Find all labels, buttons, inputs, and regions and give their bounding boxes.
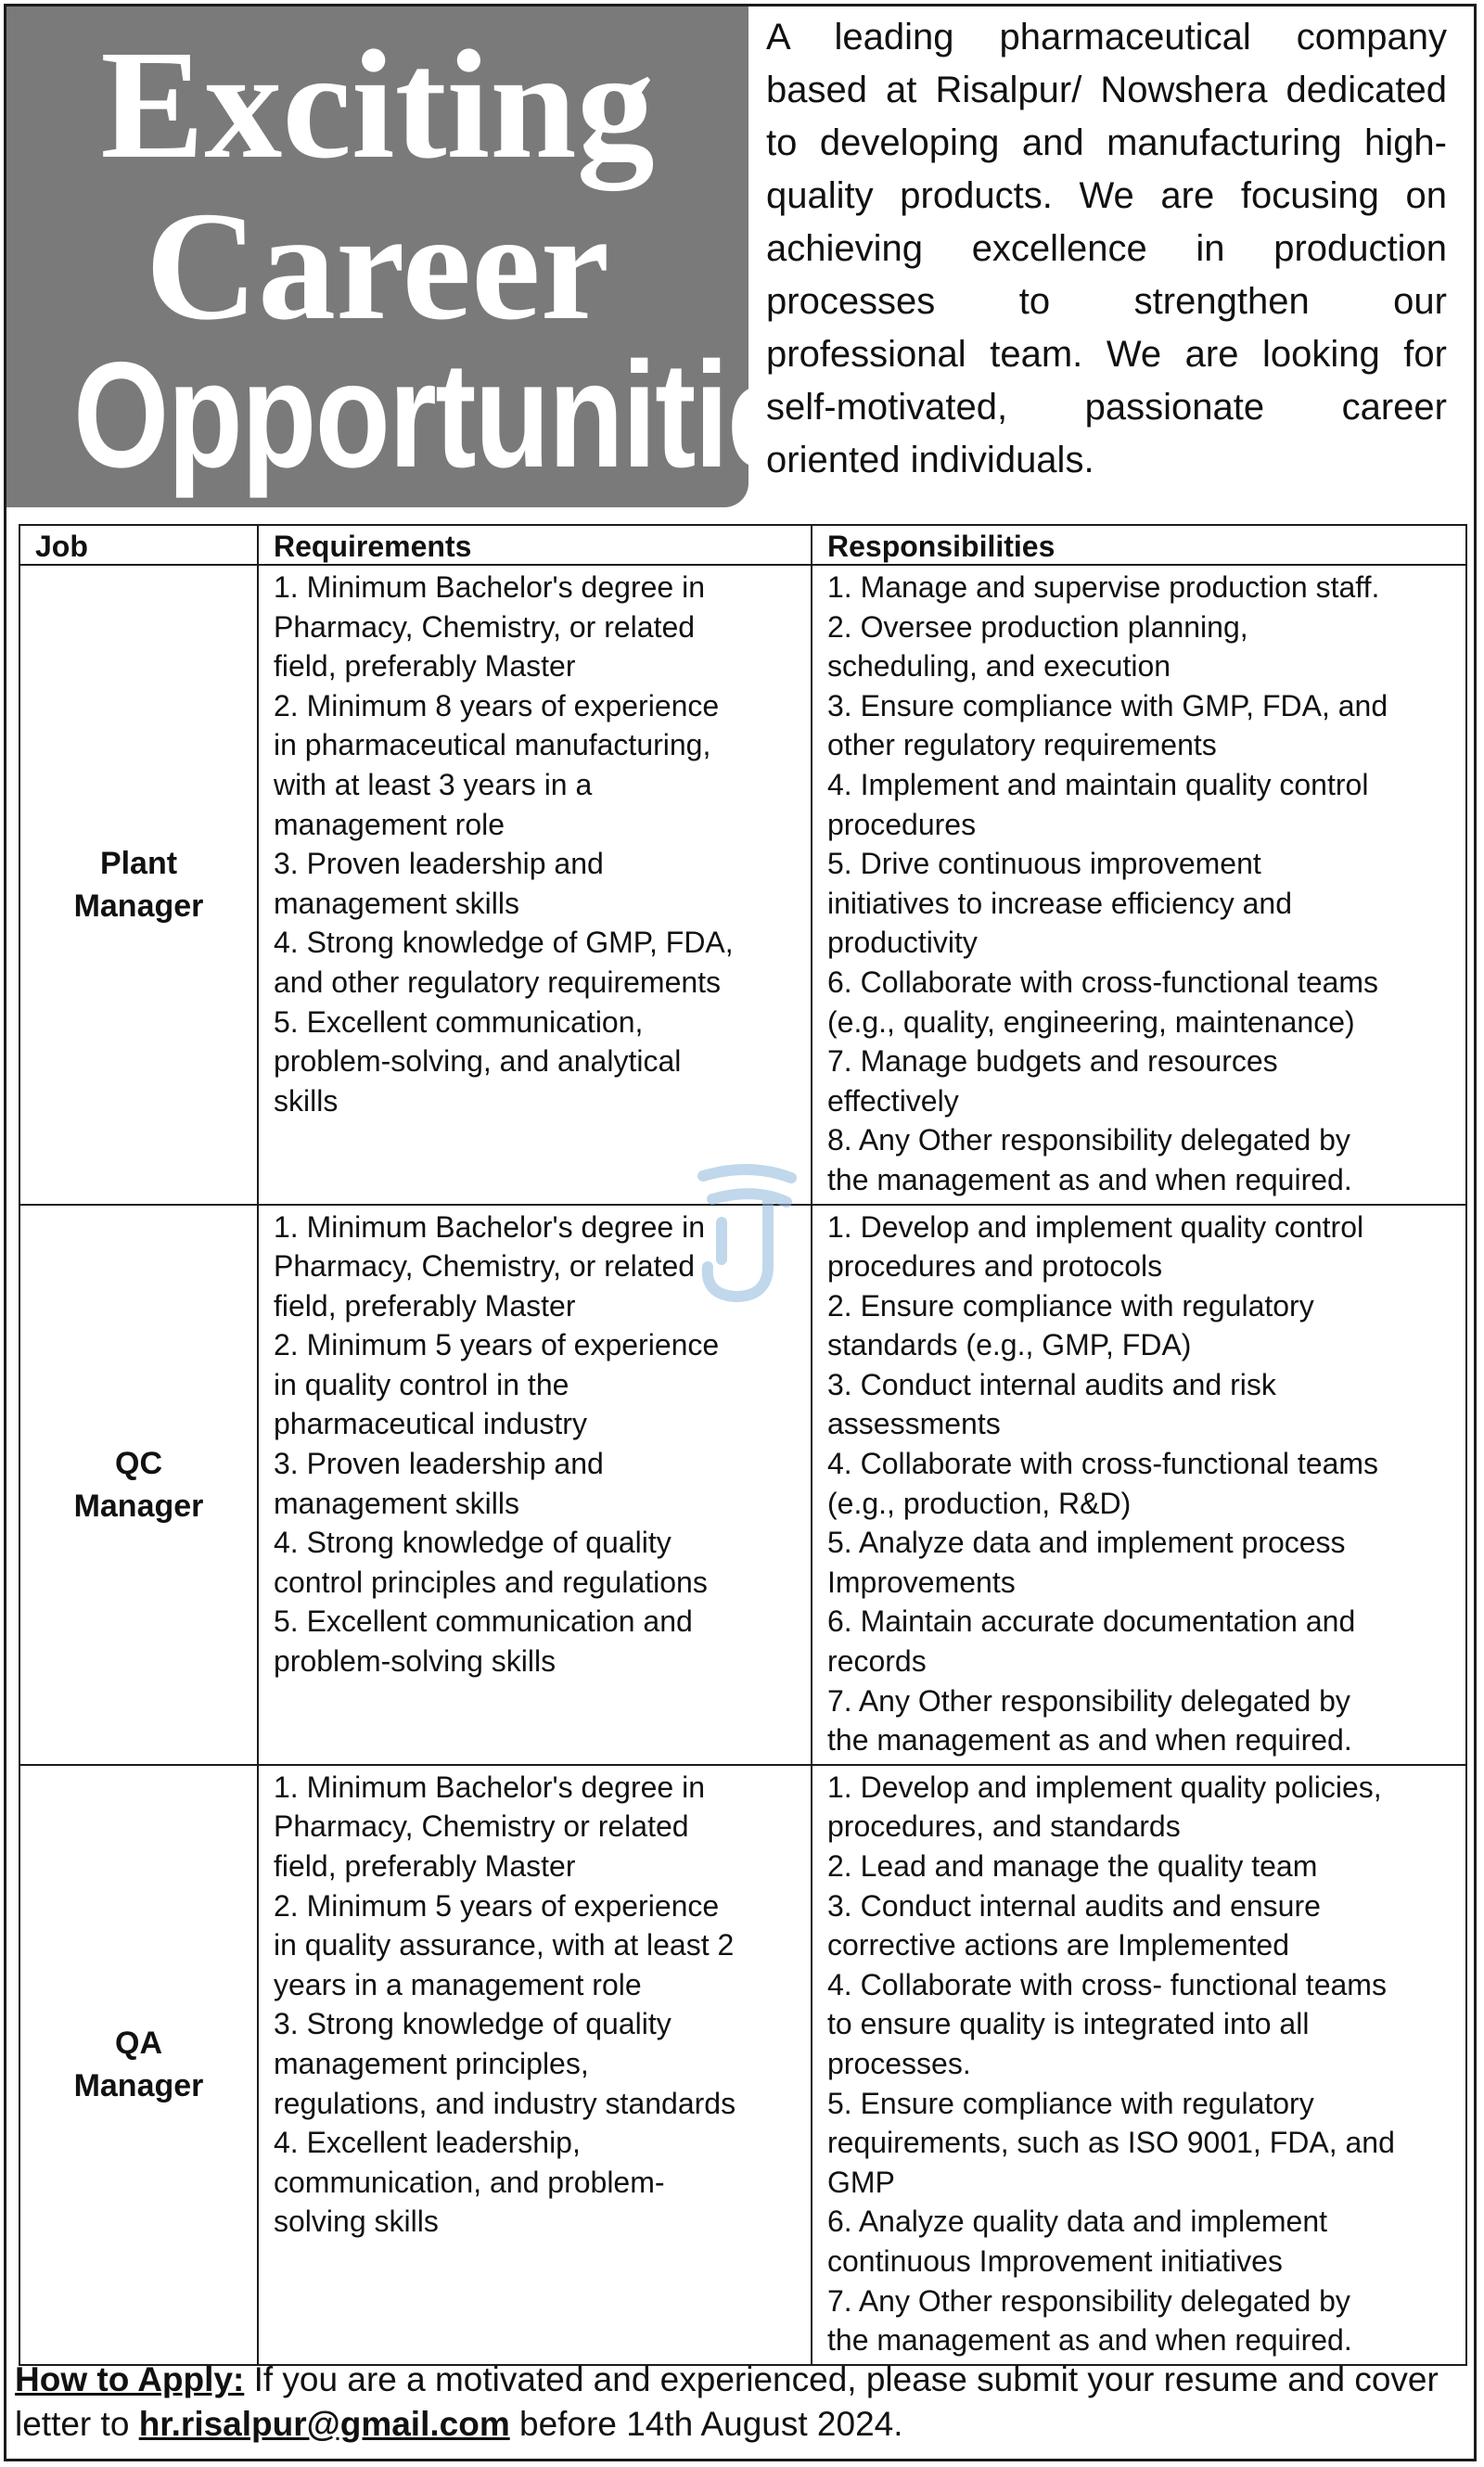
intro-line: processes to strengthen our (766, 281, 1447, 322)
requirement-line: in pharmaceutical manufacturing, (274, 728, 711, 762)
apply-text-2: before 14th August 2024. (509, 2405, 903, 2443)
job-title-line: QC (115, 1445, 162, 1481)
responsibility-line: processes. (827, 2046, 971, 2080)
requirement-line: problem-solving skills (274, 1644, 556, 1679)
responsibility-line: 6. Analyze quality data and implement (827, 2205, 1327, 2239)
requirement-line: 4. Strong knowledge of GMP, FDA, (274, 926, 734, 960)
requirement-line: years in a management role (274, 1967, 642, 2001)
job-title-line: QA (115, 2026, 162, 2062)
requirement-line: in quality control in the (274, 1367, 569, 1401)
requirement-line: 1. Minimum Bachelor's degree in (274, 570, 705, 604)
headline-banner (6, 6, 862, 507)
responsibility-line: 5. Analyze data and implement process (827, 1526, 1346, 1560)
responsibility-line: 2. Lead and manage the quality team (827, 1849, 1318, 1883)
responsibilities-cell (812, 1765, 1466, 2365)
responsibility-line: 4. Collaborate with cross-functional teams (827, 1447, 1379, 1481)
requirement-line: and other regulatory requirements (274, 965, 722, 999)
requirement-line: 3. Proven leadership and (274, 847, 604, 881)
responsibility-line: the management as and when required. (827, 2323, 1352, 2358)
responsibility-line: corrective actions are Implemented (827, 1928, 1289, 1962)
intro-line: achieving excellence in production (766, 228, 1447, 269)
requirement-line: Pharmacy, Chemistry, or related (274, 1249, 696, 1284)
responsibility-line: 2. Oversee production planning, (827, 609, 1248, 644)
requirement-line: 2. Minimum 5 years of experience (274, 1888, 720, 1923)
requirement-line: with at least 3 years in a (274, 767, 593, 801)
table-row (19, 565, 1466, 1205)
requirement-line: field, preferably Master (274, 1288, 576, 1323)
responsibility-line: 4. Collaborate with cross- functional teams (827, 1967, 1387, 2001)
intro-line: quality products. We are focusing on (766, 175, 1447, 216)
responsibilities-cell (812, 1205, 1466, 1765)
responsibility-line: 7. Manage budgets and resources (827, 1044, 1278, 1079)
responsibility-line: procedures, and standards (827, 1809, 1181, 1844)
responsibility-line: 5. Ensure compliance with regulatory (827, 2086, 1314, 2120)
headline-line-1: Exciting (100, 19, 655, 191)
responsibility-line: 6. Collaborate with cross-functional teams (827, 965, 1379, 999)
apply-label: How to Apply: (15, 2360, 245, 2398)
headline-line-2: Career (145, 180, 610, 352)
responsibility-line: 4. Implement and maintain quality control (827, 767, 1369, 801)
intro-line: to developing and manufacturing high- (766, 122, 1447, 163)
requirement-line: control principles and regulations (274, 1565, 708, 1599)
responsibility-line: 1. Manage and supervise production staff. (827, 570, 1380, 604)
responsibility-line: procedures and protocols (827, 1249, 1163, 1284)
responsibility-line: other regulatory requirements (827, 728, 1217, 762)
responsibility-line: (e.g., production, R&D) (827, 1486, 1132, 1520)
requirement-line: management role (274, 807, 505, 841)
responsibility-line: assessments (827, 1407, 1001, 1441)
requirement-line: regulations, and industry standards (274, 2086, 736, 2120)
requirement-line: skills (274, 1083, 339, 1118)
responsibility-line: 1. Develop and implement quality control (827, 1209, 1364, 1244)
intro-line: self-motivated, passionate career (766, 387, 1447, 428)
requirement-line: solving skills (274, 2205, 439, 2239)
job-title-cell (19, 565, 258, 1205)
responsibility-line: standards (e.g., GMP, FDA) (827, 1328, 1192, 1362)
responsibility-line: continuous Improvement initiatives (827, 2243, 1283, 2278)
responsibility-line: the management as and when required. (827, 1723, 1352, 1758)
responsibility-line: 2. Ensure compliance with regulatory (827, 1288, 1314, 1323)
responsibility-line: 3. Ensure compliance with GMP, FDA, and (827, 688, 1388, 722)
responsibility-line: Improvements (827, 1565, 1016, 1599)
responsibility-line: 8. Any Other responsibility delegated by (827, 1123, 1350, 1157)
requirement-line: in quality assurance, with at least 2 (274, 1928, 735, 1962)
job-title-cell (19, 1765, 258, 2365)
requirement-line: 3. Proven leadership and (274, 1447, 604, 1481)
requirement-line: management skills (274, 886, 519, 920)
jobs-table (19, 524, 1467, 2366)
requirement-line: 3. Strong knowledge of quality (274, 2007, 672, 2041)
header-requirements: Requirements (258, 525, 812, 565)
intro-line: oriented individuals. (766, 440, 1094, 480)
responsibility-line: effectively (827, 1083, 959, 1118)
job-title-line: Plant (99, 845, 178, 881)
responsibility-line: GMP (827, 2165, 895, 2199)
requirement-line: field, preferably Master (274, 1849, 576, 1883)
requirement-line: management principles, (274, 2046, 589, 2080)
requirements-cell (258, 1765, 812, 2365)
requirement-line: 4. Excellent leadership, (274, 2126, 581, 2160)
responsibility-line: 3. Conduct internal audits and risk (827, 1367, 1276, 1401)
job-title-line: Manager (73, 1488, 204, 1524)
intro-paragraph (766, 11, 1447, 487)
requirement-line: 1. Minimum Bachelor's degree in (274, 1770, 705, 1804)
job-title-cell (19, 1205, 258, 1765)
requirement-line: 5. Excellent communication and (274, 1604, 693, 1639)
responsibility-line: requirements, such as ISO 9001, FDA, and (827, 2126, 1395, 2160)
responsibility-line: 5. Drive continuous improvement (827, 847, 1261, 881)
responsibility-line: to ensure quality is integrated into all (827, 2007, 1310, 2041)
header-job: Job (19, 525, 258, 565)
responsibility-line: procedures (827, 807, 977, 841)
requirement-line: problem-solving, and analytical (274, 1044, 682, 1079)
table-header-row (19, 525, 1466, 565)
responsibility-line: productivity (827, 926, 978, 960)
requirement-line: Pharmacy, Chemistry, or related (274, 609, 696, 644)
responsibility-line: 7. Any Other responsibility delegated by (827, 1683, 1350, 1718)
headline-line-3: Opportunities (73, 331, 862, 499)
responsibility-line: 3. Conduct internal audits and ensure (827, 1888, 1321, 1923)
table-row (19, 1765, 1466, 2365)
responsibility-line: (e.g., quality, engineering, maintenance) (827, 1004, 1355, 1039)
job-title-line: Manager (73, 2068, 204, 2104)
requirement-line: 5. Excellent communication, (274, 1004, 644, 1039)
responsibility-line: the management as and when required. (827, 1162, 1352, 1196)
requirement-line: 4. Strong knowledge of quality (274, 1526, 672, 1560)
requirement-line: field, preferably Master (274, 649, 576, 684)
requirement-line: 2. Minimum 8 years of experience (274, 688, 720, 722)
how-to-apply (15, 2358, 1471, 2447)
intro-line: A leading pharmaceutical company (766, 17, 1447, 58)
apply-email-link[interactable]: hr.risalpur@gmail.com (138, 2405, 510, 2443)
requirement-line: Pharmacy, Chemistry or related (274, 1809, 689, 1844)
intro-line: based at Risalpur/ Nowshera dedicated (766, 70, 1447, 110)
requirement-line: pharmaceutical industry (274, 1407, 587, 1441)
responsibility-line: 1. Develop and implement quality policies, (827, 1770, 1382, 1804)
requirement-line: communication, and problem- (274, 2165, 665, 2199)
requirement-line: management skills (274, 1486, 519, 1520)
watermark-logo (684, 1157, 805, 1306)
responsibility-line: 7. Any Other responsibility delegated by (827, 2283, 1350, 2318)
job-title-line: Manager (73, 888, 204, 924)
apply-text-1: If you are a motivated and experienced, please submit your resume and cover letter to (15, 2360, 1439, 2443)
responsibilities-cell (812, 565, 1466, 1205)
responsibility-line: records (827, 1644, 927, 1679)
requirement-line: 1. Minimum Bachelor's degree in (274, 1209, 705, 1244)
intro-line: professional team. We are looking for (766, 334, 1447, 375)
requirements-cell (258, 565, 812, 1205)
responsibility-line: 6. Maintain accurate documentation and (827, 1604, 1356, 1639)
responsibility-line: initiatives to increase efficiency and (827, 886, 1293, 920)
requirement-line: 2. Minimum 5 years of experience (274, 1328, 720, 1362)
responsibility-line: scheduling, and execution (827, 649, 1171, 684)
header-responsibilities: Responsibilities (812, 525, 1466, 565)
